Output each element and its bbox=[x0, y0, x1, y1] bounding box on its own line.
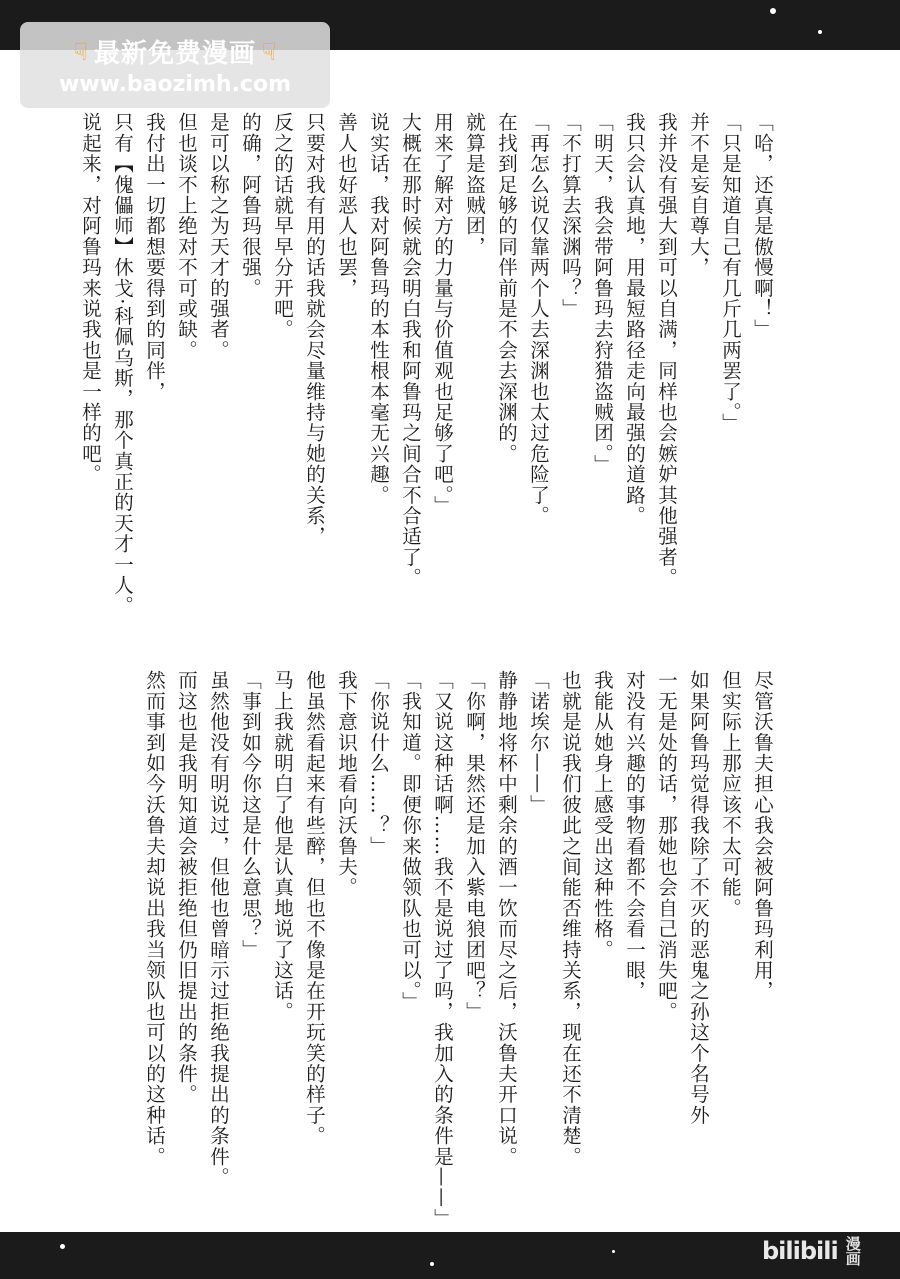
ink-speck bbox=[612, 1250, 615, 1253]
text-line: 只要对我有用的话我就会尽量维持与她的关系， bbox=[303, 112, 326, 547]
text-line: 然而事到如今沃鲁夫却说出我当领队也可以的这种话。 bbox=[143, 670, 166, 1167]
bilibili-comics-logo bbox=[762, 1236, 861, 1266]
text-line: 「再怎么说仅靠两个人去深渊也太过危险了。 bbox=[527, 112, 550, 526]
top-text-column-block bbox=[74, 112, 778, 632]
text-line: 就算是盗贼团， bbox=[463, 112, 486, 257]
text-line: 如果阿鲁玛觉得我除了不灭的恶鬼之孙这个名号外 bbox=[687, 670, 710, 1126]
text-line: 静静地将杯中剩余的酒一饮而尽之后，沃鲁夫开口说。 bbox=[495, 670, 518, 1167]
text-line: 用来了解对方的力量与价值观也足够了吧。」 bbox=[431, 112, 454, 517]
text-line: 「又说这种话啊……我不是说过了吗，我加入的条件是——」 bbox=[431, 670, 454, 1229]
text-line: 「明天，我会带阿鲁玛去狩猎盗贼团。」 bbox=[591, 112, 614, 475]
text-line: 我付出一切都想要得到的同伴， bbox=[143, 112, 166, 402]
text-line: 「你说什么……？」 bbox=[367, 670, 390, 857]
pointing-down-hand-icon: ☟ bbox=[73, 37, 88, 66]
logo-subtext: 漫画 bbox=[843, 1236, 862, 1266]
text-line: 「我知道。即便你来做领队也可以。」 bbox=[399, 670, 422, 1013]
text-line: 「哈，还真是傲慢啊！」 bbox=[751, 112, 774, 340]
text-line: 只有【傀儡师】休戈·科佩乌斯，那个真正的天才一人。 bbox=[111, 112, 134, 617]
text-line: 的确，阿鲁玛很强。 bbox=[239, 112, 262, 299]
text-line: 并不是妄自尊大， bbox=[687, 112, 710, 278]
text-line: 大概在那时候就会明白我和阿鲁玛之间合不合适了。 bbox=[399, 112, 422, 589]
text-line: 也就是说我们彼此之间能否维持关系，现在还不清楚。 bbox=[559, 670, 582, 1167]
text-line: 说起来，对阿鲁玛来说我也是一样的吧。 bbox=[79, 112, 102, 485]
text-line: 「事到如今你这是什么意思？」 bbox=[239, 670, 262, 960]
pointing-down-hand-icon: ☟ bbox=[262, 37, 277, 66]
text-line: 「只是知道自己有几斤几两罢了。」 bbox=[719, 112, 742, 434]
text-line: 「不打算去深渊吗？」 bbox=[559, 112, 582, 319]
text-line: 但实际上那应该不太可能。 bbox=[719, 670, 742, 919]
text-line: 「诺埃尔——」 bbox=[527, 670, 550, 815]
text-line: 我只会认真地，用最短路径走向最强的道路。 bbox=[623, 112, 646, 526]
text-line: 善人也好恶人也罢， bbox=[335, 112, 358, 299]
ink-speck bbox=[818, 30, 822, 34]
text-line: 但也谈不上绝对不可或缺。 bbox=[175, 112, 198, 361]
watermark-url: www.baozimh.com bbox=[59, 72, 291, 97]
text-line: 我并没有强大到可以自满，同样也会嫉妒其他强者。 bbox=[655, 112, 678, 589]
watermark-title: 最新免费漫画 bbox=[93, 39, 256, 69]
text-line: 「你啊，果然还是加入紫电狼团吧？」 bbox=[463, 670, 486, 1022]
text-line: 说实话，我对阿鲁玛的本性根本毫无兴趣。 bbox=[367, 112, 390, 506]
text-line: 反之的话就早早分开吧。 bbox=[271, 112, 294, 340]
text-line: 是可以称之为天才的强者。 bbox=[207, 112, 230, 361]
bottom-text-column-block bbox=[138, 670, 778, 1229]
text-line: 对没有兴趣的事物看都不会看一眼， bbox=[623, 670, 646, 1002]
text-line: 我下意识地看向沃鲁夫。 bbox=[335, 670, 358, 898]
ink-speck bbox=[770, 8, 776, 14]
ink-speck bbox=[430, 1262, 434, 1266]
text-line: 他虽然看起来有些醉，但也不像是在开玩笑的样子。 bbox=[303, 670, 326, 1147]
text-line: 在找到足够的同伴前是不会去深渊的。 bbox=[495, 112, 518, 464]
logo-text: bilibili bbox=[762, 1237, 838, 1265]
watermark-title-row bbox=[73, 33, 276, 70]
ink-speck bbox=[60, 1244, 65, 1249]
text-line: 我能从她身上感受出这种性格。 bbox=[591, 670, 614, 960]
text-line: 尽管沃鲁夫担心我会被阿鲁玛利用， bbox=[751, 670, 774, 1002]
text-line: 一无是处的话，那她也会自己消失吧。 bbox=[655, 670, 678, 1022]
text-line: 而这也是我明知道会被拒绝但仍旧提出的条件。 bbox=[175, 670, 198, 1105]
watermark-overlay bbox=[20, 22, 330, 108]
text-line: 虽然他没有明说过，但他也曾暗示过拒绝我提出的条件。 bbox=[207, 670, 230, 1188]
text-line: 马上我就明白了他是认真地说了这话。 bbox=[271, 670, 294, 1022]
